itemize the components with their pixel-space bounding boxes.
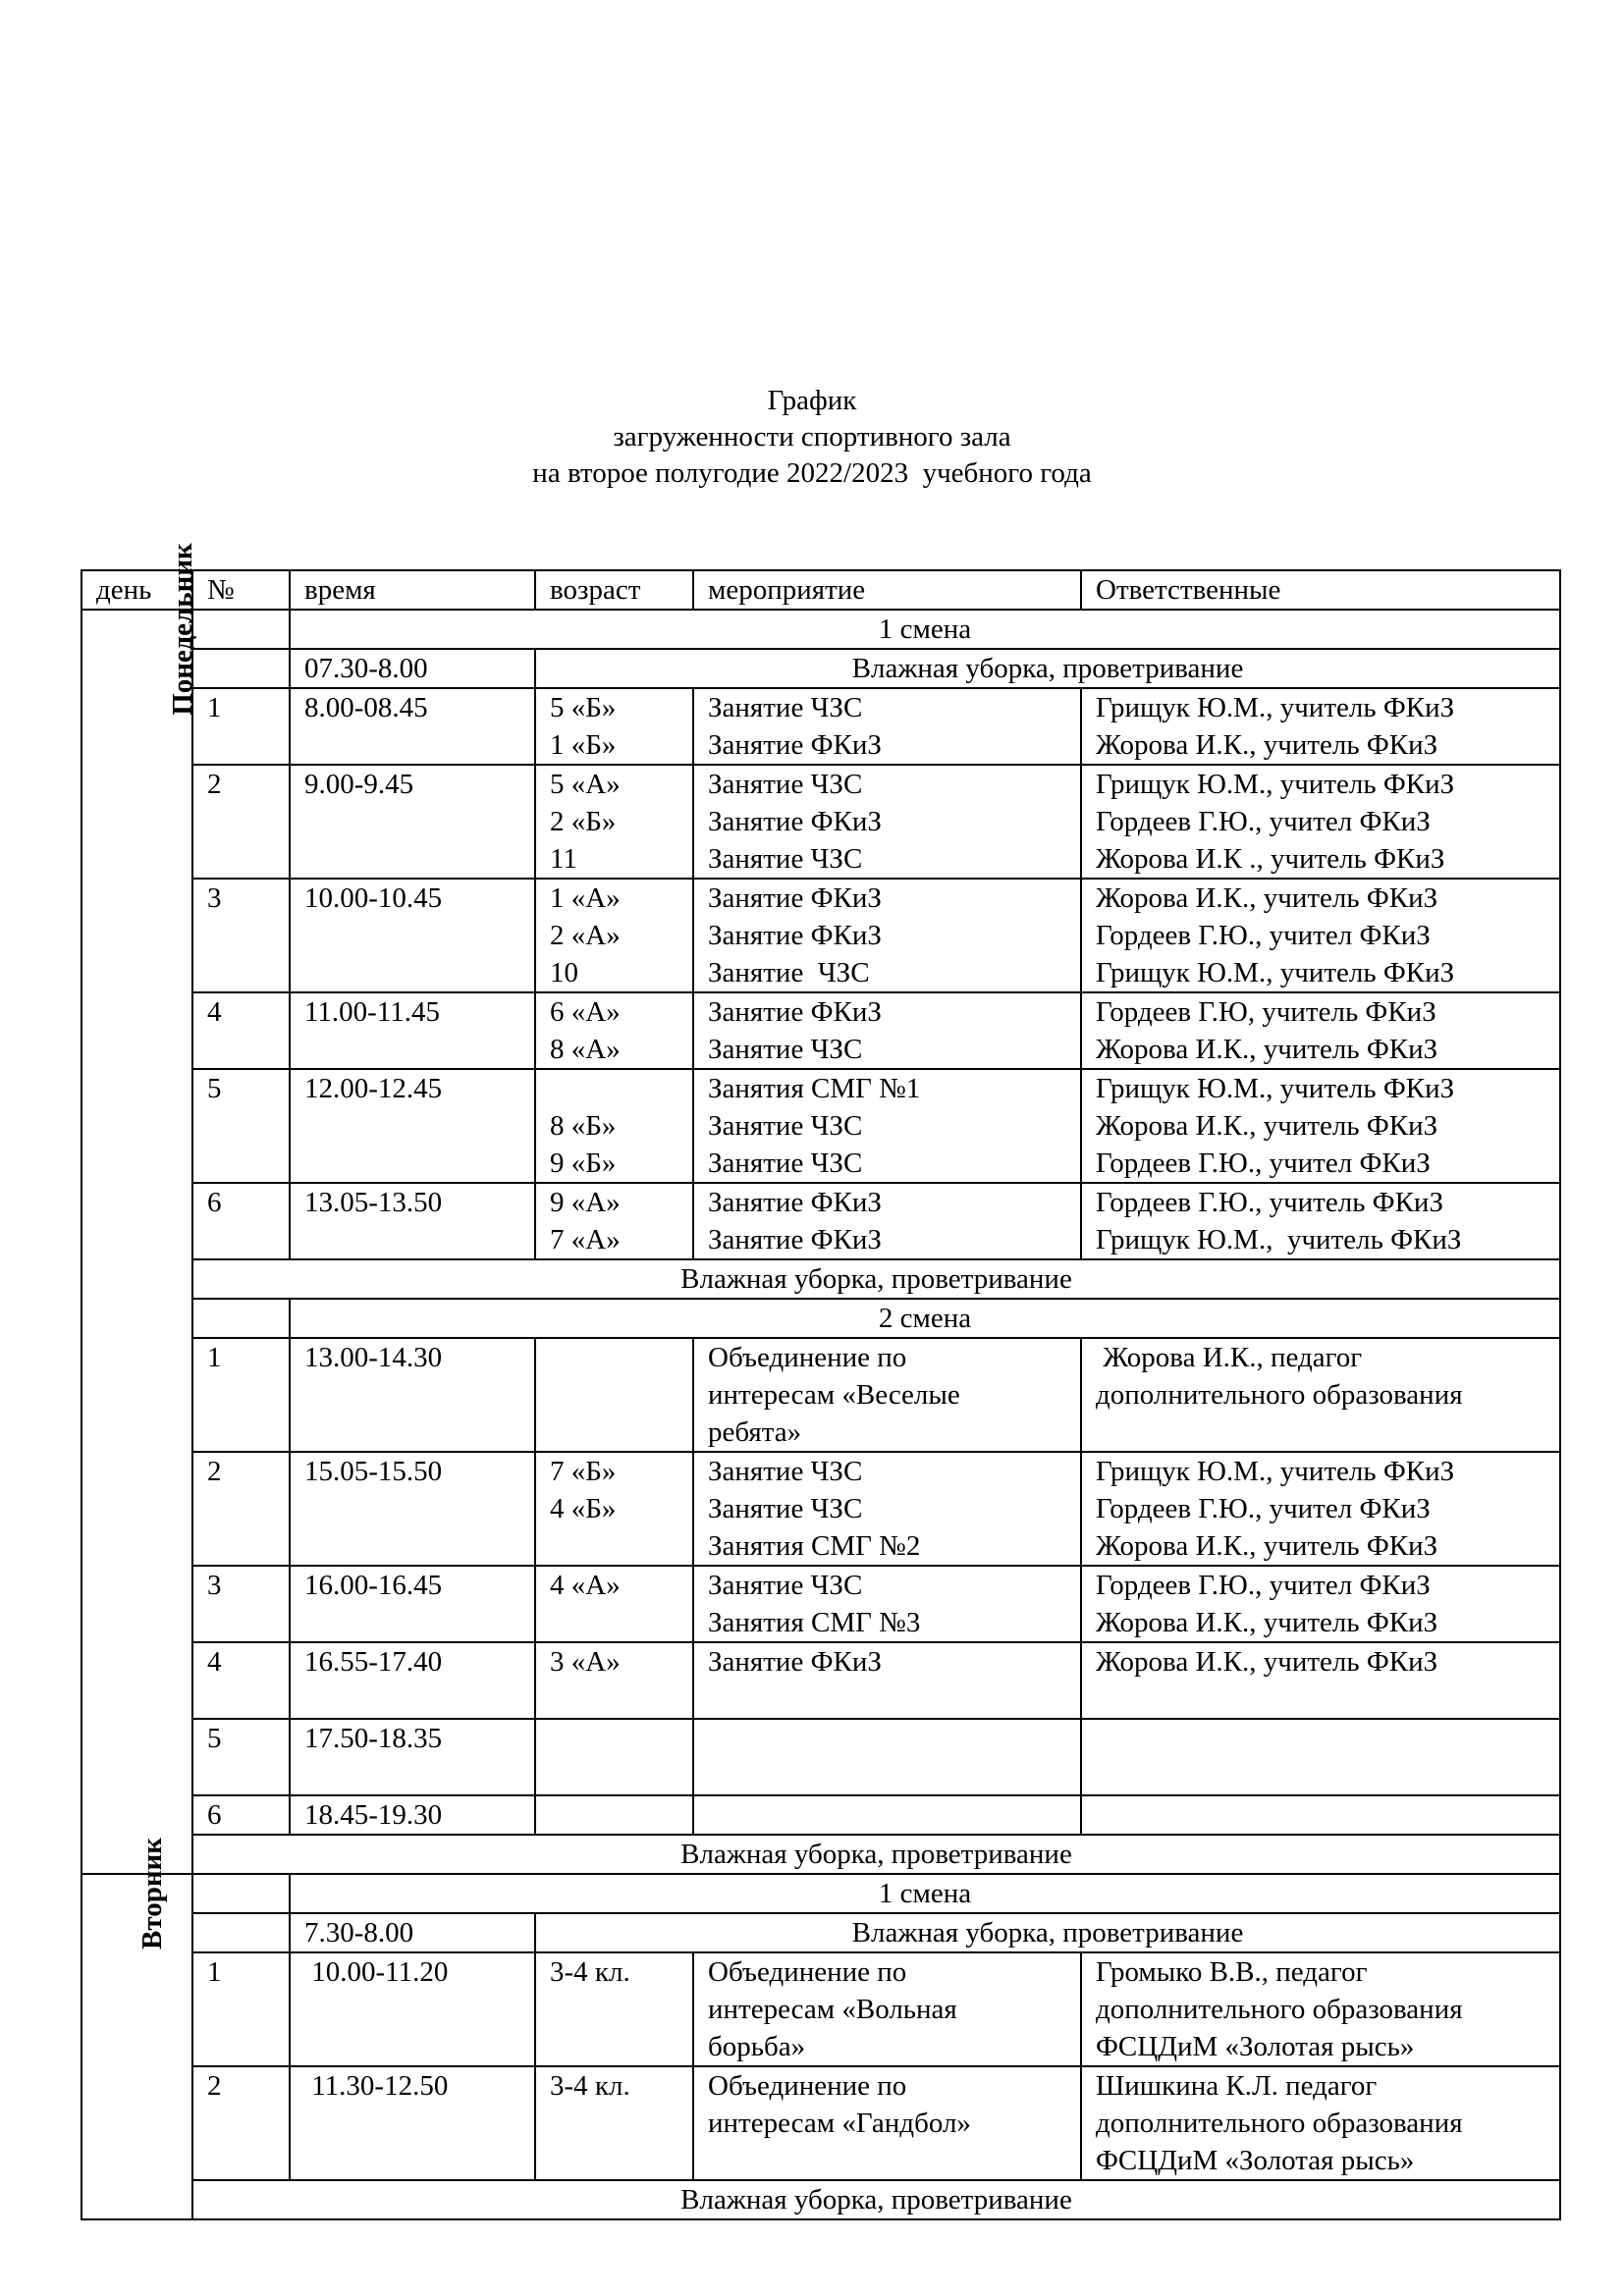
lesson-event [693,1952,1081,2066]
lesson-time: 16.00-16.45 [290,1566,535,1642]
lesson-time: 11.00-11.45 [290,992,535,1069]
lesson-age-line: 3 «А» [550,1646,621,1678]
lesson-event-line: Занятия СМГ №2 [708,1530,921,1562]
lesson-age-line: 2 «А» [550,920,621,951]
lesson-event-line: Занятие ФКиЗ [708,882,882,914]
lesson-responsible-line [1096,1681,1559,1718]
lesson-age-line: 4 «А» [550,1570,621,1601]
lesson-responsible [1081,1566,1560,1642]
lesson-responsible-line: Грищук Ю.М., учитель ФКиЗ [1096,692,1455,723]
lesson-number: 2 [192,2066,290,2180]
lesson-event-line: Занятие ЧЗС [708,692,863,723]
lesson-time: 13.00-14.30 [290,1338,535,1452]
lesson-event-line: борьба» [708,2031,806,2062]
lesson-responsible-line: Громыко В.В., педагог [1096,1956,1368,1988]
header-responsible: Ответственные [1081,570,1560,610]
lesson-age-line [550,2028,692,2065]
lesson-time: 16.55-17.40 [290,1642,535,1719]
lesson-responsible-line [1096,1414,1559,1451]
lesson-event-line: Занятие ЧЗС [708,1148,863,1179]
lesson-responsible [1081,765,1560,879]
lesson-event [693,1719,1081,1795]
schedule-row-lesson [81,1338,1560,1452]
clean-label: Влажная уборка, проветривание [192,1835,1560,1874]
shift-label: 1 смена [290,610,1560,649]
lesson-event-line: Занятие ФКиЗ [708,920,882,951]
lesson-age-line [550,2142,692,2179]
lesson-event [693,1566,1081,1642]
lesson-responsible [1081,879,1560,992]
lesson-age-line: 9 «Б» [550,1148,617,1179]
schedule-row-lesson [81,992,1560,1069]
lesson-age-line: 1 «А» [550,882,621,914]
header-day: день [81,570,192,610]
lesson-responsible-line: Гордеев Г.Ю., учител ФКиЗ [1096,1148,1431,1179]
lesson-responsible-line: Жорова И.К., учитель ФКиЗ [1096,1607,1438,1638]
lesson-responsible-line: Жорова И.К ., учитель ФКиЗ [1096,843,1445,875]
schedule-row-lesson [81,2066,1560,2180]
lesson-event [693,879,1081,992]
lesson-event [693,992,1081,1069]
lesson-age [535,879,693,992]
header-time: время [290,570,535,610]
lesson-event-line: Занятия СМГ №1 [708,1073,921,1104]
lesson-age-line: 3-4 кл. [550,2070,630,2102]
lesson-age-line [550,1757,692,1794]
lesson-responsible [1081,1338,1560,1452]
lesson-responsible [1081,1452,1560,1566]
schedule-row-shift [81,610,1560,649]
schedule-row-lesson [81,688,1560,765]
schedule-row-lesson [81,1719,1560,1795]
lesson-event-line: Объединение по [708,2070,907,2102]
lesson-event-line: Занятие ФКиЗ [708,1646,882,1678]
lesson-event-line: Занятие ФКиЗ [708,806,882,837]
schedule-row-shift [81,1299,1560,1338]
lesson-number: 5 [192,1719,290,1795]
document-title [0,383,1624,492]
lesson-age-line [550,1527,692,1565]
lesson-event-line: интересам «Вольная [708,1994,957,2025]
lesson-responsible [1081,1795,1560,1835]
lesson-time: 13.05-13.50 [290,1183,535,1259]
lesson-event [693,1642,1081,1719]
lesson-responsible-line: Жорова И.К., учитель ФКиЗ [1096,729,1438,761]
lesson-responsible-line: Гордеев Г.Ю., учител ФКиЗ [1096,1493,1431,1524]
lesson-event-line: Объединение по [708,1956,907,1988]
lesson-responsible [1081,2066,1560,2180]
clean-label: Влажная уборка, проветривание [192,1259,1560,1299]
clean-time: 7.30-8.00 [290,1913,535,1952]
schedule-row-clean-full [81,2180,1560,2219]
schedule-row-lesson [81,1642,1560,1719]
lesson-responsible-line: Шишкина К.Л. педагог [1096,2070,1378,2102]
schedule-row-lesson [81,1795,1560,1835]
lesson-event-line [708,1796,1080,1834]
lesson-event [693,1183,1081,1259]
lesson-age-line [550,1681,692,1718]
schedule-row-clean-full [81,1259,1560,1299]
day-cell [81,1838,192,2219]
title-line-3: на второе полугодие 2022/2023 учебного года [532,457,1092,489]
clean-label: Влажная уборка, проветривание [535,1913,1560,1952]
lesson-number: 2 [192,1452,290,1566]
lesson-event [693,1795,1081,1835]
lesson-responsible [1081,1642,1560,1719]
lesson-age-line: 5 «А» [550,769,621,800]
schedule-row-clean [81,1913,1560,1952]
lesson-age-line: 7 «Б» [550,1456,617,1487]
lesson-age-line: 8 «А» [550,1034,621,1065]
lesson-event [693,1069,1081,1183]
lesson-event [693,1452,1081,1566]
lesson-age-line [550,1376,692,1414]
clean-number-empty [192,649,290,688]
lesson-event [693,2066,1081,2180]
lesson-number: 1 [192,1338,290,1452]
lesson-event-line: Занятие ЧЗС [708,1110,863,1142]
lesson-event-line: Занятие ФКиЗ [708,1187,882,1218]
lesson-time: 15.05-15.50 [290,1452,535,1566]
lesson-responsible-line [1096,1796,1559,1834]
lesson-number: 4 [192,992,290,1069]
lesson-age [535,688,693,765]
lesson-age-line: 10 [550,957,578,988]
lesson-responsible [1081,992,1560,1069]
lesson-age-line: 3-4 кл. [550,1956,630,1988]
shift-label: 2 смена [290,1299,1560,1338]
lesson-responsible [1081,1719,1560,1795]
lesson-event-line: Занятие ЧЗС [708,1456,863,1487]
lesson-event-line [708,1720,1080,1757]
clean-number-empty [192,1913,290,1952]
lesson-age [535,1452,693,1566]
lesson-event-line: Занятие ЧЗС [708,769,863,800]
lesson-responsible-line: Грищук Ю.М., учитель ФКиЗ [1096,769,1455,800]
lesson-age-line: 11 [550,843,577,875]
lesson-age-line [550,2105,692,2142]
header-number: № [192,570,290,610]
schedule-row-lesson [81,765,1560,879]
lesson-event-line: интересам «Веселые [708,1379,960,1411]
lesson-event-line [708,1681,1080,1718]
lesson-event [693,765,1081,879]
lesson-age-line: 7 «А» [550,1224,621,1255]
clean-label: Влажная уборка, проветривание [192,2180,1560,2219]
day-label: Вторник [135,1838,168,1949]
lesson-time: 9.00-9.45 [290,765,535,879]
lesson-responsible [1081,1183,1560,1259]
shift-number-empty [192,1299,290,1338]
clean-time: 07.30-8.00 [290,649,535,688]
lesson-responsible-line: Грищук Ю.М., учитель ФКиЗ [1096,1224,1462,1255]
schedule-table [81,543,1561,2220]
lesson-event [693,1338,1081,1452]
shift-label: 1 смена [290,1874,1560,1913]
lesson-event-line: интересам «Гандбол» [708,2108,971,2139]
lesson-event-line [708,2142,1080,2179]
lesson-age-line [550,1720,692,1757]
lesson-age [535,1642,693,1719]
lesson-event [693,688,1081,765]
lesson-number: 5 [192,1069,290,1183]
lesson-responsible-line: Жорова И.К., учитель ФКиЗ [1096,1110,1438,1142]
lesson-age-line: 6 «А» [550,996,621,1028]
lesson-age-line: 5 «Б» [550,692,617,723]
lesson-responsible-line: Жорова И.К., учитель ФКиЗ [1096,1034,1438,1065]
lesson-responsible-line: Гордеев Г.Ю., учител ФКиЗ [1096,920,1431,951]
lesson-responsible-line: дополнительного образования [1096,1994,1463,2025]
lesson-event-line: Объединение по [708,1342,907,1373]
lesson-responsible-line: Жорова И.К., учитель ФКиЗ [1096,1530,1438,1562]
lesson-event-line: Занятие ЧЗС [708,843,863,875]
lesson-responsible-line: Грищук Ю.М., учитель ФКиЗ [1096,1073,1455,1104]
title-line-1: График [767,385,857,416]
schedule-row-lesson [81,1566,1560,1642]
header-event: мероприятие [693,570,1081,610]
lesson-time: 18.45-19.30 [290,1795,535,1835]
lesson-age [535,765,693,879]
lesson-age-line: 1 «Б» [550,729,617,761]
clean-label: Влажная уборка, проветривание [535,649,1560,688]
lesson-responsible [1081,1069,1560,1183]
lesson-age-line [550,1796,692,1834]
lesson-number: 2 [192,765,290,879]
lesson-number: 6 [192,1183,290,1259]
schedule-row-clean [81,649,1560,688]
lesson-number: 6 [192,1795,290,1835]
schedule-row-lesson [81,1452,1560,1566]
lesson-age-line [550,1339,692,1376]
lesson-age-line: 8 «Б» [550,1110,617,1142]
lesson-responsible-line: Жорова И.К., педагог [1096,1342,1363,1373]
lesson-age [535,1338,693,1452]
day-label: Понедельник [166,543,198,716]
lesson-age-line [550,1070,692,1107]
lesson-age-line [550,1414,692,1451]
lesson-age [535,1183,693,1259]
lesson-age-line: 2 «Б» [550,806,617,837]
lesson-event-line: Занятие ФКиЗ [708,1224,882,1255]
lesson-time: 10.00-10.45 [290,879,535,992]
lesson-responsible-line [1096,1757,1559,1794]
lesson-age [535,992,693,1069]
lesson-age-line [550,1604,692,1641]
lesson-event-line: Занятие ЧЗС [708,1493,863,1524]
lesson-responsible-line: Гордеев Г.Ю., учител ФКиЗ [1096,806,1431,837]
title-line-2: загруженности спортивного зала [613,421,1011,453]
lesson-time: 11.30-12.50 [290,2066,535,2180]
lesson-event-line: Занятие ЧЗС [708,1570,863,1601]
lesson-responsible-line: Гордеев Г.Ю., учител ФКиЗ [1096,1570,1431,1601]
schedule-row-shift [81,1874,1560,1913]
lesson-event-line: Занятие ФКиЗ [708,729,882,761]
lesson-responsible-line: Жорова И.К., учитель ФКиЗ [1096,1646,1438,1678]
lesson-event-line [708,1757,1080,1794]
lesson-number: 3 [192,1566,290,1642]
lesson-responsible-line: Жорова И.К., учитель ФКиЗ [1096,882,1438,914]
lesson-age [535,1795,693,1835]
lesson-age-line [550,1991,692,2028]
lesson-age [535,1566,693,1642]
schedule-body [81,543,1560,2219]
schedule-row-clean-full [81,1835,1560,1874]
lesson-time: 12.00-12.45 [290,1069,535,1183]
schedule-row-lesson [81,879,1560,992]
header-row [81,570,1560,610]
lesson-responsible-line: Грищук Ю.М., учитель ФКиЗ [1096,1456,1455,1487]
lesson-responsible-line: Гордеев Г.Ю., учитель ФКиЗ [1096,1187,1443,1218]
lesson-age-line: 9 «А» [550,1187,621,1218]
lesson-responsible [1081,688,1560,765]
lesson-responsible-line: дополнительного образования [1096,2108,1463,2139]
lesson-age [535,1069,693,1183]
lesson-event-line: Занятия СМГ №3 [708,1607,921,1638]
lesson-time: 8.00-08.45 [290,688,535,765]
lesson-age [535,1952,693,2066]
lesson-time: 17.50-18.35 [290,1719,535,1795]
lesson-time: 10.00-11.20 [290,1952,535,2066]
lesson-event-line: Занятие ЧЗС [708,957,870,988]
lesson-responsible-line: Грищук Ю.М., учитель ФКиЗ [1096,957,1455,988]
lesson-responsible-line: Гордеев Г.Ю, учитель ФКиЗ [1096,996,1436,1028]
lesson-number: 3 [192,879,290,992]
lesson-age [535,1719,693,1795]
lesson-number: 1 [192,1952,290,2066]
lesson-responsible-line [1096,1720,1559,1757]
lesson-event-line: Занятие ЧЗС [708,1034,863,1065]
header-age: возраст [535,570,693,610]
lesson-age [535,2066,693,2180]
schedule-row-lesson [81,1952,1560,2066]
lesson-number: 4 [192,1642,290,1719]
lesson-responsible-line: ФСЦДиМ «Золотая рысь» [1096,2145,1415,2176]
lesson-age-line: 4 «Б» [550,1493,617,1524]
lesson-responsible-line: ФСЦДиМ «Золотая рысь» [1096,2031,1415,2062]
lesson-event-line: ребята» [708,1416,802,1448]
schedule-row-lesson [81,1069,1560,1183]
schedule-row-lesson [81,1183,1560,1259]
lesson-responsible [1081,1952,1560,2066]
lesson-number: 1 [192,688,290,765]
lesson-event-line: Занятие ФКиЗ [708,996,882,1028]
lesson-responsible-line: дополнительного образования [1096,1379,1463,1411]
